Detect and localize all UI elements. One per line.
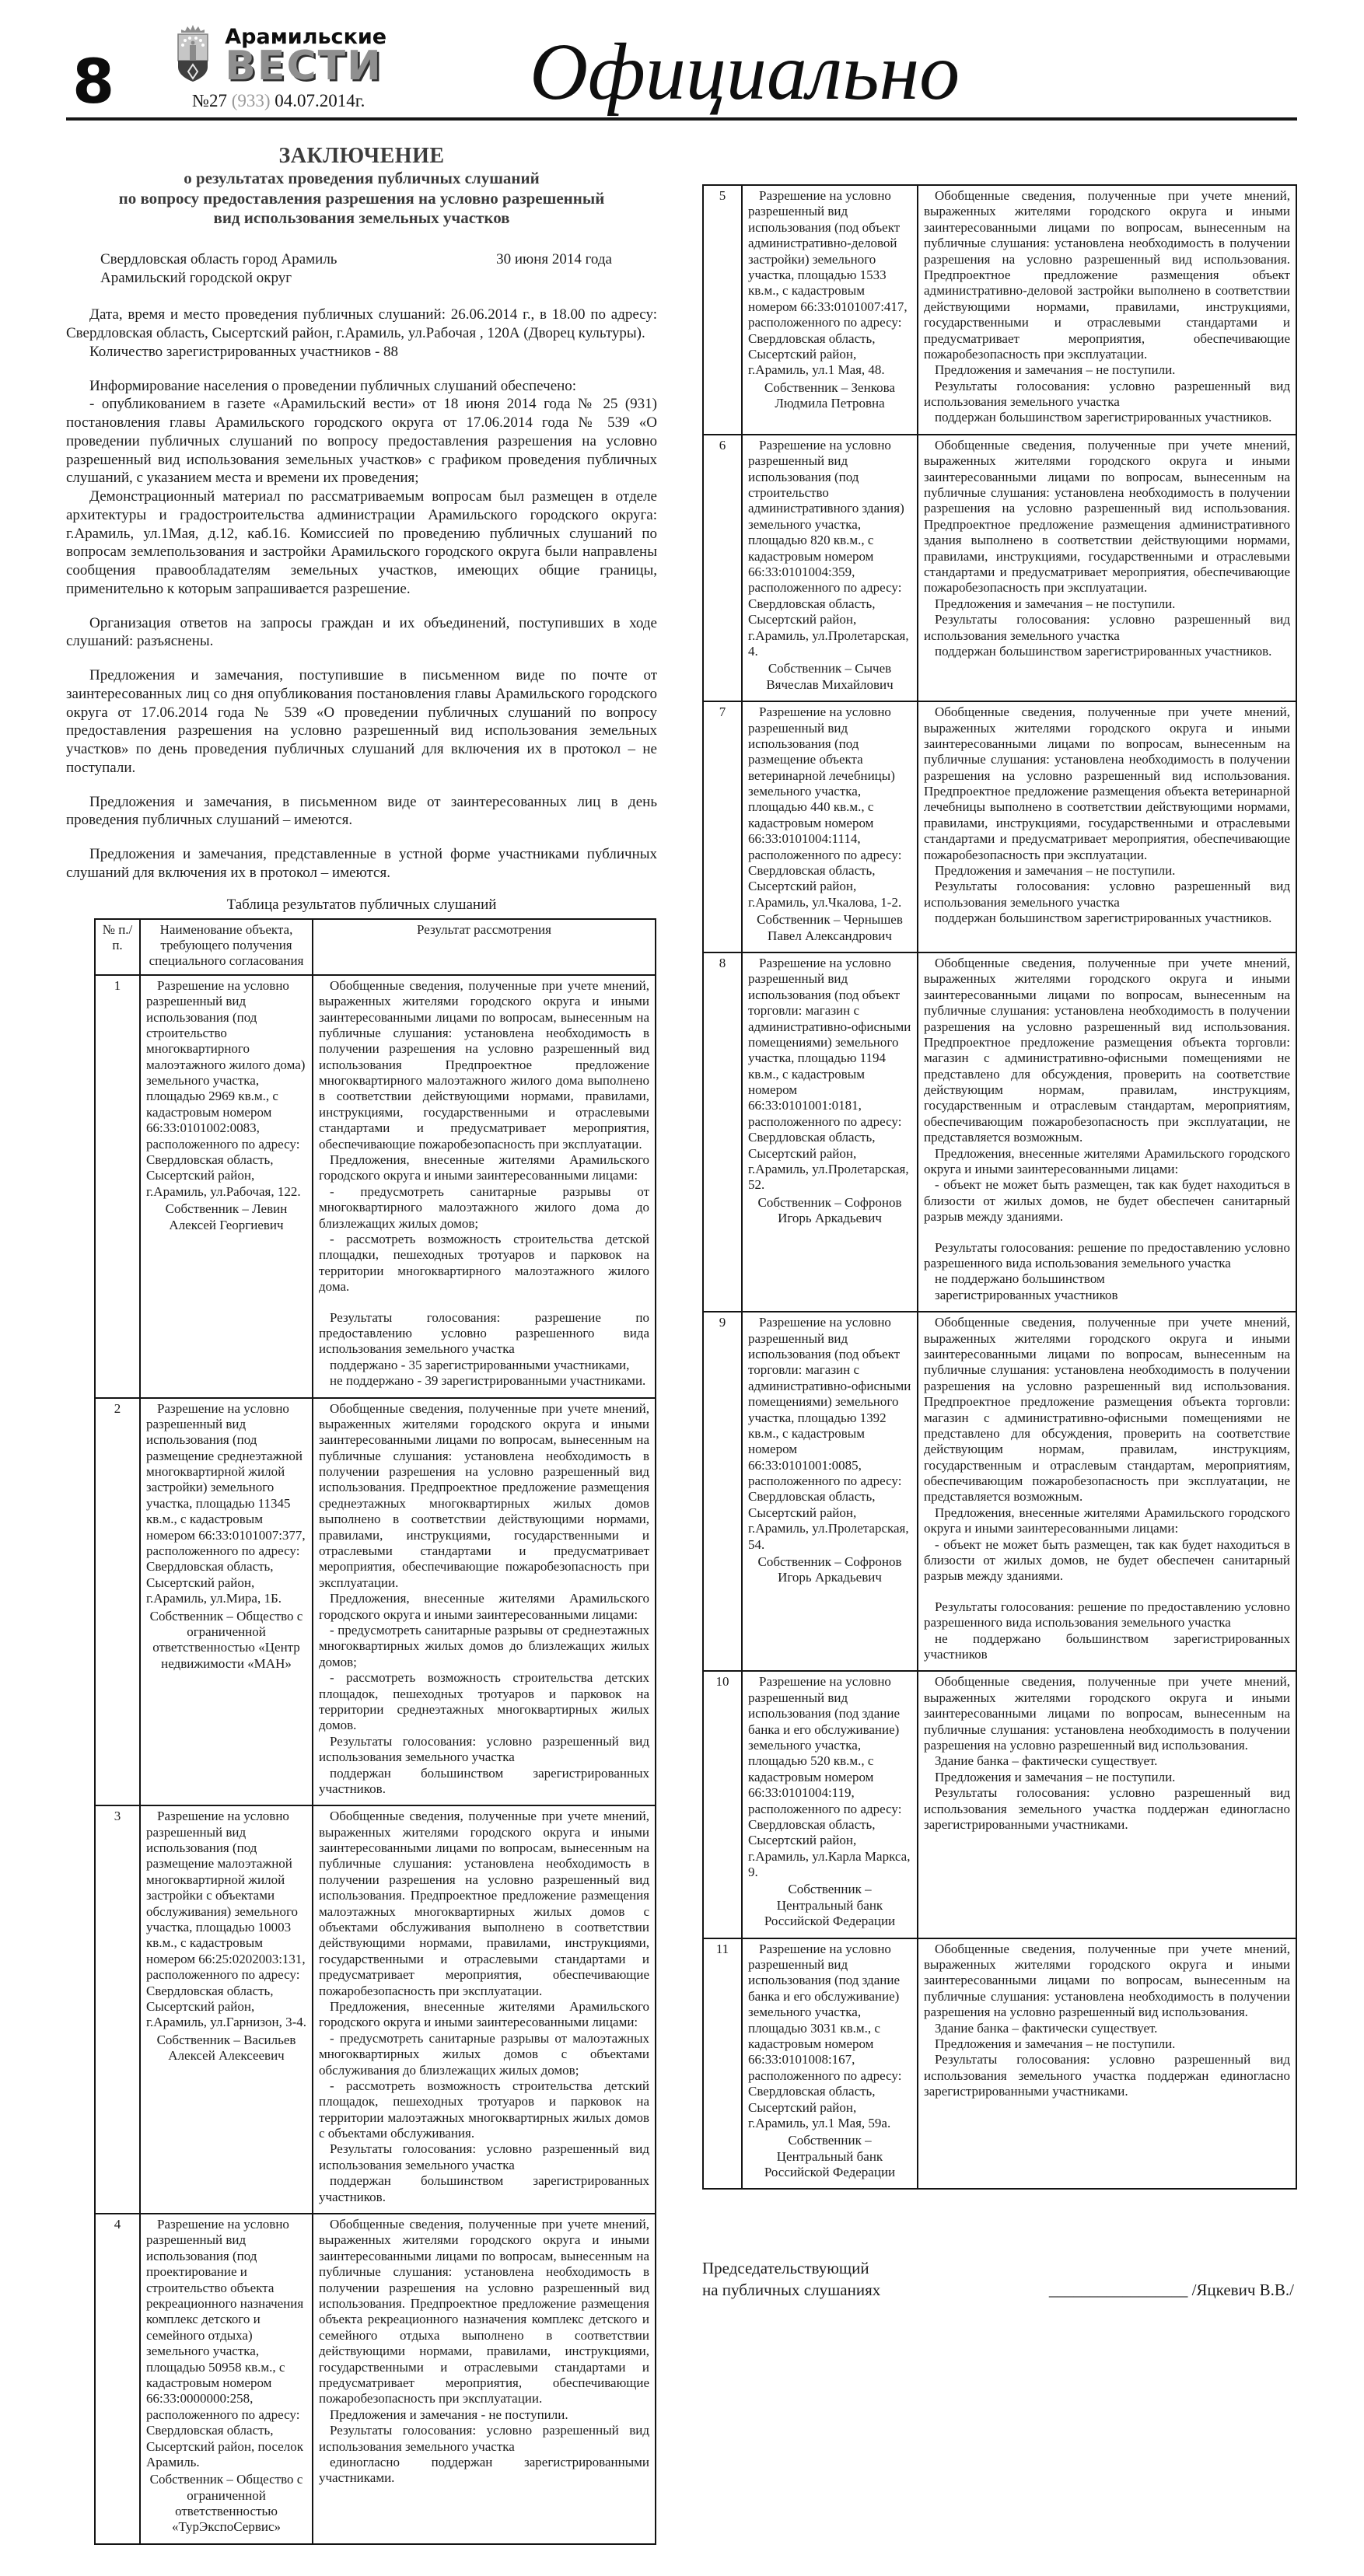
row-number: 4 [95, 2214, 140, 2544]
table-row [95, 2214, 656, 2544]
object-cell [742, 1671, 918, 1938]
chairman-role-line-2: на публичных слушаниях [702, 2280, 881, 2299]
owner-line: Собственник – Софронов Игорь Аркадьевич [757, 1194, 902, 1226]
row-number: 11 [703, 1938, 742, 2190]
place-line-2: Арамильский городской округ [100, 269, 292, 286]
object-cell [140, 1398, 313, 1806]
row-number: 6 [703, 435, 742, 701]
place-line-1: Свердловская область город Арамиль [100, 250, 338, 267]
row-number: 1 [95, 975, 140, 1398]
right-column [702, 141, 1297, 2545]
object-cell [742, 185, 918, 435]
issue-line [192, 91, 365, 111]
owner-line: Собственник – Софронов Игорь Аркадьевич [757, 1554, 902, 1585]
document-subtitle: о результатах проведения публичных слушаний по вопросу предоставления разрешения на условно разрешенный вид использования земельных участков [118, 169, 605, 228]
header-number: № п./п. [95, 919, 140, 975]
object-description: Разрешение на условно разрешенный вид использования (под размещение объекта ветеринарной лечебницы) земельного участка, площадью 440 кв.м., с кадастровым номером 66:33:0101004:1114, расположенного по адресу: Свердловская область, Сысертский район, г.Арамиль, ул.Чкалова, 1-2. [748, 704, 902, 910]
header-object: Наименование объекта, требующего получения специального согласования [140, 919, 313, 975]
row-number: 3 [95, 1805, 140, 2214]
row-number: 5 [703, 185, 742, 435]
owner-line: Собственник – Сычев Вячеслав Михайлович [766, 661, 894, 692]
owner-line: Собственник – Чернышев Павел Александрович [757, 912, 903, 943]
owner-line: Собственник – Центральный банк Российской Федерации [764, 2133, 896, 2180]
object-description: Разрешение на условно разрешенный вид использования (под проектирование и строительство объекта рекреационного назначения комплекс детского и семейного отдыха) земельного участка, площадью 50958 кв.м., с кадастровым номером 66:33:0000000:258, расположенного по адресу: Свердловская область, Сысертский район, поселок Арамиль. [146, 2217, 304, 2469]
result-cell: Обобщенные сведения, полученные при учете мнений, выраженных жителями городского округа и иными заинтересованными лицами по вопросам, вынесенным на публичные слушания: установлена необходимость в получении разрешения на условно разрешенный вид использования. Предпроектное предложение размещения малоэтажных многоквартирных жилых домов с объектами обслуживания выполнено в соответствии действующими нормами, правилами, инструкциями, государственными и отраслевыми стандартами и предусматривает мероприятия, обеспечивающие пожаробезопасность при эксплуатации. Предложения, внесенные жителями Арамильского городского округа и иными заинтересованными лицами: - предусмотреть санитарные разрывы от малоэтажных многоквартирных жилых домов с объектами обслуживания до близлежащих жилых домов; - рассмотреть возможность строительства детский площадок, пешеходных тротуаров и парковок на территории малоэтажных многоквартирных жилых домов с объектами обслуживания. Результаты голосования: условно разрешенный вид использования земельного участка поддержан большинством зарегистрированных участников. [313, 1805, 656, 2214]
object-cell [140, 975, 313, 1398]
table-row [703, 1671, 1296, 1938]
table-row [95, 975, 656, 1398]
content-columns [66, 141, 1297, 2545]
object-cell [742, 952, 918, 1312]
result-cell: Обобщенные сведения, полученные при учете мнений, выраженных жителями городского округа и иными заинтересованными лицами по вопросам, вынесенным на публичные слушания: установлена необходимость в получении разрешения на условно разрешенный вид использования Предпроектное предложение многоквартирного малоэтажного жилого дома выполнено в соответствии действующими нормами, правилами, инструкциями, государственными и отраслевыми стандартами и предусматривает мероприятия, обеспечивающие пожаробезопасность при эксплуатации. Предложения, внесенные жителями Арамильского городского округа и иными заинтересованными лицами: - предусмотреть санитарные разрывы от многоквартирного малоэтажного жилого дома до близлежащих жилых домов; - рассмотреть возможность строительства детской площадки, пешеходных тротуаров и парковок на территории многоквартирного малоэтажного жилого дома. Результаты голосования: разрешение по предоставлению условно разрешенного вида использования земельного участка поддержано - 35 зарегистрированными участниками, не поддержано - 39 зарегистрированными участниками. [313, 975, 656, 1398]
owner-line: Собственник – Зенкова Людмила Петровна [764, 379, 895, 411]
page-number: 8 [72, 47, 115, 117]
issue-number: №27 [192, 91, 227, 110]
table-row [703, 435, 1296, 701]
newspaper-name-top: Арамильские [225, 24, 387, 49]
document-date: 30 июня 2014 года [496, 250, 612, 267]
row-number: 9 [703, 1312, 742, 1671]
result-cell: Обобщенные сведения, полученные при учете мнений, выраженных жителями городского округа и иными заинтересованными лицами по вопросам, вынесенным на публичные слушания: установлена необходимость в получении разрешения на условно разрешенный вид использования. Здание банка – фактически существует. Предложения и замечания – не поступили. Результаты голосования: условно разрешенный вид использования земельного участка поддержан единогласно зарегистрированными участниками. [918, 1671, 1296, 1938]
result-cell: Обобщенные сведения, полученные при учете мнений, выраженных жителями городского округа и иными заинтересованными лицами по вопросам, вынесенным на публичные слушания: установлена необходимость в получении разрешения на условно разрешенный вид использования. Предпроектное предложение размещения объект административно-деловой застройки выполнено в соответствии действующими нормами, правилами, инструкциями, государственными и отраслевыми стандартами и предусматривает мероприятия, обеспечивающие пожаробезопасность при эксплуатации. Предложения и замечания – не поступили. Результаты голосования: условно разрешенный вид использования земельного участка поддержан большинством зарегистрированных участников. [918, 185, 1296, 435]
row-number: 7 [703, 701, 742, 952]
owner-line: Собственник – Васильев Алексей Алексеевич [156, 2032, 296, 2064]
signature-blank: _________________ [1048, 2280, 1188, 2299]
object-cell [742, 1938, 918, 2190]
coat-of-arms-icon [170, 22, 215, 86]
result-cell: Обобщенные сведения, полученные при учете мнений, выраженных жителями городского округа и иными заинтересованными лицами по вопросам, вынесенным на публичные слушания: установлена необходимость в получении разрешения на условно разрешенный вид использования. Предпроектное предложение размещения административного здания выполнено в соответствии действующими нормами, правилами, инструкциями, государственными и отраслевыми стандартами и предусматривает мероприятия, обеспечивающие пожаробезопасность при эксплуатации. Предложения и замечания – не поступили. Результаты голосования: условно разрешенный вид использования земельного участка поддержан большинством зарегистрированных участников. [918, 435, 1296, 701]
result-cell: Обобщенные сведения, полученные при учете мнений, выраженных жителями городского округа и иными заинтересованными лицами по вопросам, вынесенным на публичные слушания: установлена необходимость в получении разрешения на условно разрешенный вид использования. Здание банка – фактически существует. Предложения и замечания – не поступили. Результаты голосования: условно разрешенный вид использования земельного участка поддержан единогласно зарегистрированными участниками. [918, 1938, 1296, 2190]
result-cell: Обобщенные сведения, полученные при учете мнений, выраженных жителями городского округа и иными заинтересованными лицами по вопросам, вынесенным на публичные слушания: установлена необходимость в получении разрешения на условно разрешенный вид использования. Предпроектное предложение размещения объекта рекреационного назначения комплекс детского и семейного отдыха выполнено в соответствии действующими нормами, правилами, инструкциями, государственными и отраслевыми стандартами и предусматривает мероприятия, обеспечивающие пожаробезопасность при эксплуатации. Предложения и замечания - не поступили. Результаты голосования: условно разрешенный вид использования земельного участка единогласно поддержан зарегистрированными участниками. [313, 2214, 656, 2544]
object-description: Разрешение на условно разрешенный вид использования (под объект административно-деловой застройки) земельного участка, площадью 1533 кв.м., с кадастровым номером 66:33:0101007:417, расположенного по адресу: Свердловская область, Сысертский район, г.Арамиль, ул.1 Мая, 48. [748, 188, 908, 378]
table-row [703, 1938, 1296, 2190]
table-row [95, 1805, 656, 2214]
object-description: Разрешение на условно разрешенный вид использования (под размещение среднеэтажной многоквартирной жилой застройки) земельного участка, площадью 11345 кв.м., с кадастровым номером 66:33:0101007:377, расположенного по адресу: Свердловская область, Сысертский район, г.Арамиль, ул.Мира, 1Б. [146, 1400, 306, 1606]
object-description: Разрешение на условно разрешенный вид использования (под объект торговли: магазин с административно-офисными помещениями) земельного участка, площадью 1194 кв.м., с кадастровым номером 66:33:0101001:0181, расположенного по адресу: Свердловская область, Сысертский район, г.Арамиль, ул.Пролетарская, 52. [748, 955, 911, 1193]
result-cell: Обобщенные сведения, полученные при учете мнений, выраженных жителями городского округа и иными заинтересованными лицами по вопросам, вынесенным на публичные слушания: установлена необходимость в получении разрешения на условно разрешенный вид использования. Предпроектное предложение размещения объекта торговли: магазин с административно-офисными помещениями не представлено для обсуждения, проверить на соответствие действующим нормам, правилам, инструкциям, государственным и отраслевым стандартам, мероприятиям, обеспечивающим пожаробезопасность при эксплуатации, не представляется возможным. Предложения, внесенные жителями Арамильского городского округа и иными заинтересованными лицами: - объект не может быть размещен, так как будет находиться в близости от жилых домов, не будет обеспечен санитарный разрыв между зданиями. Результаты голосования: решение по предоставлению условно разрешенного вида использования земельного участка не поддержано большинством зарегистрированных участников [918, 1312, 1296, 1671]
object-description: Разрешение на условно разрешенный вид использования (под здание банка и его обслуживание) земельного участка, площадью 3031 кв.м., с кадастровым номером 66:33:0101008:167, расположенного по адресу: Свердловская область, Сысертский район, г.Арамиль, ул.1 Мая, 59а. [748, 1941, 902, 2130]
result-cell: Обобщенные сведения, полученные при учете мнений, выраженных жителями городского округа и иными заинтересованными лицами по вопросам, вынесенным на публичные слушания: установлена необходимость в получении разрешения на условно разрешенный вид использования. Предпроектное предложение размещения объекта ветеринарной лечебницы выполнено в соответствии действующими нормами, правилами, инструкциями, государственными и отраслевыми стандартами и предусматривает мероприятия, обеспечивающие пожаробезопасность при эксплуатации. Предложения и замечания – не поступили. Результаты голосования: условно разрешенный вид использования земельного участка поддержан большинством зарегистрированных участников. [918, 701, 1296, 952]
row-number: 8 [703, 952, 742, 1312]
result-cell: Обобщенные сведения, полученные при учете мнений, выраженных жителями городского округа и иными заинтересованными лицами по вопросам, вынесенным на публичные слушания: установлена необходимость в получении разрешения на условно разрешенный вид использования. Предпроектное предложение размещения объекта торговли: магазин с административно-офисными помещениями не представлено для обсуждения, проверить на соответствие действующим нормам, правилам, инструкциям, государственным и отраслевым стандартам, мероприятиям, обеспечивающим пожаробезопасность при эксплуатации, не представляется возможным. Предложения, внесенные жителями Арамильского городского округа и иными заинтересованными лицами: - объект не может быть размещен, так как будет находиться в близости от жилых домов, не будет обеспечен санитарный разрыв между зданиями. Результаты голосования: решение по предоставлению условно разрешенного вида использования земельного участка не поддержано большинством зарегистрированных участников [918, 952, 1296, 1312]
object-description: Разрешение на условно разрешенный вид использования (под строительство административного здания) земельного участка, площадью 820 кв.м., с кадастровым номером 66:33:0101004:359, расположенного по адресу: Свердловская область, Сысертский район, г.Арамиль, ул.Пролетарская, 4. [748, 437, 909, 659]
table-row [703, 701, 1296, 952]
table-row [95, 1398, 656, 1806]
left-column [66, 141, 657, 2545]
issue-date: 04.07.2014г. [275, 91, 365, 110]
object-cell [742, 1312, 918, 1671]
newspaper-masthead [170, 22, 386, 111]
place-lines [66, 250, 337, 288]
row-number: 10 [703, 1671, 742, 1938]
document-title: ЗАКЛЮЧЕНИЕ [278, 144, 445, 168]
owner-line: Собственник – Левин Алексей Георгиевич [165, 1201, 288, 1232]
object-cell [140, 2214, 313, 2544]
signature-block [702, 2258, 1297, 2301]
table-row [703, 952, 1296, 1312]
object-description: Разрешение на условно разрешенный вид использования (под строительство многоквартирного малоэтажного жилого дома) земельного участка, площадью 2969 кв.м., с кадастровым номером 66:33:0101002:0083, расположенного по адресу: Свердловская область, Сысертский район, г.Арамиль, ул.Рабочая, 122. [146, 977, 306, 1199]
page-header [66, 22, 1297, 121]
object-cell [742, 435, 918, 701]
result-cell: Обобщенные сведения, полученные при учете мнений, выраженных жителями городского округа и иными заинтересованными лицами по вопросам, вынесенным на публичные слушания: установлена необходимость в получении разрешения на условно разрешенный вид использования. Предпроектное предложение размещения среднеэтажных многоквартирных жилых домов выполнено в соответствии действующими нормами, правилами, инструкциями, государственными и отраслевыми стандартами и предусматривает мероприятия, обеспечивающие пожаробезопасность при эксплуатации. Предложения, внесенные жителями Арамильского городского округа и иными заинтересованными лицами: - предусмотреть санитарные разрывы от среднеэтажных многоквартирных жилых домов до близлежащих жилых домов; - рассмотреть возможность строительства детских площадок, пешеходных тротуаров и парковок на территории среднеэтажных многоквартирных жилых домов. Результаты голосования: условно разрешенный вид использования земельного участка поддержан большинством зарегистрированных участников. [313, 1398, 656, 1806]
object-description: Разрешение на условно разрешенный вид использования (под размещение малоэтажной многоквартирной жилой застройки с объектами обслуживания) земельного участка, площадью 10003 кв.м., с кадастровым номером 66:25:0202003:131, расположенного по адресу: Свердловская область, Сысертский район, г.Арамиль, ул.Гарнизон, 3-4. [146, 1809, 306, 2030]
section-title: Официально [529, 27, 960, 117]
object-description: Разрешение на условно разрешенный вид использования (под здание банка и его обслуживание) земельного участка, площадью 520 кв.м., с кадастровым номером 66:33:0101004:119, расположенного по адресу: Свердловская область, Сысертский район, г.Арамиль, ул.Карла Маркса, 9. [748, 1674, 911, 1880]
signature-name: /Яцкевич В.В./ [1191, 2280, 1294, 2299]
table-header-row [95, 919, 656, 975]
table-caption: Таблица результатов публичных слушаний [226, 896, 497, 913]
owner-line: Собственник – Центральный банк Российской Федерации [764, 1882, 896, 1929]
newspaper-name-bottom: ВЕСТИ [225, 42, 383, 89]
results-table-left [94, 918, 656, 2545]
table-row [703, 1312, 1296, 1671]
table-row [703, 185, 1296, 435]
intro-paragraphs: Дата, время и место проведения публичных слушаний: 26.06.2014 г., в 18.00 по адресу: Свердловская область, Сысертский район, г.Арамиль, ул.Рабочая , 120А (Дворец культуры). Количество зарегистрированных участников - 88 Информирование населения о проведении публичных слушаний обеспечено: - опубликованием в газете «Арамильский вести» от 18 июня 2014 года № 25 (931) постановления главы Арамильского городского округа от 17.06.2014 года № 539 «О проведении публичных слушаний по вопросу предоставления разрешения на условно разрешенный вид использования земельных участков» с графиком проведения публичных слушаний, с указанием места и времени их проведения; Демонстрационный материал по рассматриваемым вопросам был размещен в отделе архитектуры и градостроительства администрации Арамильского городского округа: г.Арамиль, ул.1Мая, д.12, каб.16. Комиссией по проведению публичных слушаний по вопросам землепользования и застройки Арамильского городского округа были направлены сообщения правообладателям земельных участков, имеющих общие границы, применительно к которым запрашивается разрешение. Организация ответов на запросы граждан и их объединений, поступивших в ходе слушаний: разъяснены. Предложения и замечания, поступившие в письменном виде по почте от заинтересованных лиц со дня опубликования постановления главы Арамильского городского округа от 17.06.2014 года № 539 «О проведении публичных слушаний по вопросу предоставления разрешения на условно разрешенный вид использования земельных участков» по день проведения публичных слушаний для включения их в протокол – не поступали. Предложения и замечания, в письменном виде от заинтересованных лиц в день проведения публичных слушаний – имеются. Предложения и замечания, представленные в устной форме участниками публичных слушаний для включения их в протокол – имеются. [66, 306, 657, 881]
row-number: 2 [95, 1398, 140, 1806]
issue-series-number: (933) [231, 91, 271, 110]
results-table-right [702, 184, 1297, 2190]
signature-line [1049, 2280, 1297, 2301]
owner-line: Собственник – Общество с ограниченной ответственностью «ТурЭкспоСервис» [149, 2472, 303, 2535]
owner-line: Собственник – Общество с ограниченной ответственностью «Центр недвижимости «МАН» [149, 1608, 303, 1671]
header-result: Результат рассмотрения [313, 919, 656, 975]
object-cell [742, 701, 918, 952]
object-description: Разрешение на условно разрешенный вид использования (под объект торговли: магазин с административно-офисными помещениями) земельного участка, площадью 1392 кв.м., с кадастровым номером 66:33:0101001:0085, расположенного по адресу: Свердловская область, Сысертский район, г.Арамиль, ул.Пролетарская, 54. [748, 1315, 911, 1552]
object-cell [140, 1805, 313, 2214]
place-date-block [66, 250, 657, 288]
chairman-role-line-1: Председательствующий [702, 2259, 869, 2278]
chairman-role [702, 2258, 880, 2301]
